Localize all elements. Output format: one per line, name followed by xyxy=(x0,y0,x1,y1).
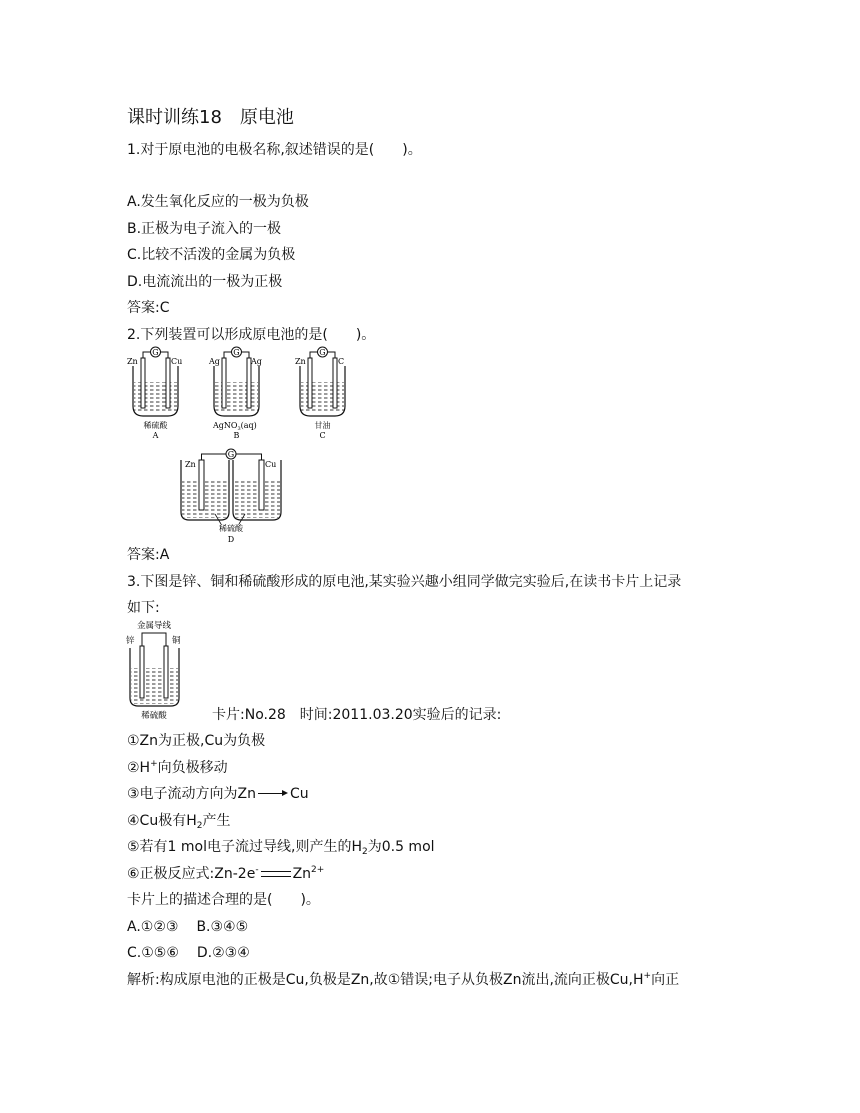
record-1: ①Zn为正极,Cu为负极 xyxy=(127,733,266,749)
beaker-b xyxy=(208,347,262,440)
q3-options-row2: C.①⑤⑥ D.②③④ xyxy=(127,945,250,961)
electrode-label-copper: 铜 xyxy=(172,636,181,646)
q1-option-b: B.正极为电子流入的一极 xyxy=(127,221,282,237)
galvanometer-label: G xyxy=(319,348,326,357)
electrode-label-c-left: Zn xyxy=(295,357,306,366)
equals-sign-icon xyxy=(261,871,291,877)
galvanometer-label: G xyxy=(152,348,159,357)
figure-letter-d: D xyxy=(227,535,235,544)
q2-apparatus-figure-b xyxy=(203,344,283,444)
q3-analysis: 解析:构成原电池的正极是Cu,负极是Zn,故①错误;电子从负极Zn流出,流向正极Cu,H+向正 xyxy=(127,971,680,988)
q2-apparatus-figure-c xyxy=(288,344,368,444)
electrode-label-zinc: 锌 xyxy=(126,636,135,646)
electrode-label-a-right: Cu xyxy=(171,357,183,366)
figure-letter-b: B xyxy=(233,431,240,440)
q3-apparatus-figure xyxy=(122,618,202,722)
figure-letter-a: A xyxy=(152,431,159,440)
electrode-label-a-left: Zn xyxy=(127,357,138,366)
record-5: ⑤若有1 mol电子流过导线,则产生的$H_2$为0.5 mol xyxy=(127,839,435,857)
solution-label-c: 甘油 xyxy=(314,421,331,430)
galvanometer-label: G xyxy=(233,348,240,357)
q3-stem-line1: 3.下图是锌、铜和稀硫酸形成的原电池,某实验兴趣小组同学做完实验后,在读书卡片上记录 xyxy=(127,574,682,590)
electrode-label-b-left: Ag xyxy=(209,357,220,366)
right-arrow-icon xyxy=(258,789,288,799)
solution-label-a: 稀硫酸 xyxy=(143,421,168,430)
record-card-header: 卡片:No.28 时间:2011.03.20实验后的记录: xyxy=(212,707,502,723)
solution-label-d: 稀硫酸 xyxy=(219,524,243,533)
q2-stem: 2.下列装置可以形成原电池的是( )。 xyxy=(127,327,376,343)
q1-answer: 答案:C xyxy=(127,300,170,316)
q1-stem: 1.对于原电池的电极名称,叙述错误的是( )。 xyxy=(127,142,422,158)
beaker-d xyxy=(181,449,281,544)
record-3: ③电子流动方向为Zn Cu xyxy=(127,786,309,802)
galvanometer-label: G xyxy=(227,450,235,459)
wire-label: 金属导线 xyxy=(136,621,172,631)
q2-answer: 答案:A xyxy=(127,547,170,563)
electrode-label-b-right: Ag xyxy=(251,357,262,366)
record-4: ④Cu极有$H_2$产生 xyxy=(127,813,231,831)
q3-stem-line2: 如下: xyxy=(127,600,160,616)
beaker-c xyxy=(295,347,345,440)
solution-label-b: AgNO$_3$(aq) xyxy=(213,421,257,432)
record-2: ②H+向负极移动 xyxy=(127,759,228,776)
beaker-a xyxy=(127,347,182,440)
q1-option-d: D.电流流出的一极为正极 xyxy=(127,274,283,290)
electrode-label-d-left: Zn xyxy=(185,460,196,469)
electrode-label-c-right: C xyxy=(338,357,345,366)
q3-options-row1: A.①②③ B.③④⑤ xyxy=(127,919,249,935)
q2-apparatus-figure-d xyxy=(175,448,295,548)
figure-letter-c: C xyxy=(319,431,326,440)
page-title: 课时训练18 原电池 xyxy=(127,107,294,128)
solution-label: 稀硫酸 xyxy=(141,711,167,721)
electrode-label-d-right: Cu xyxy=(265,460,277,469)
q3-question: 卡片上的描述合理的是( )。 xyxy=(127,892,320,908)
q1-option-c: C.比较不活泼的金属为负极 xyxy=(127,247,296,263)
q1-option-a: A.发生氧化反应的一极为负极 xyxy=(127,194,309,210)
record-6: ⑥正极反应式:Zn-2e- $Zn^{2+}$ xyxy=(127,865,325,882)
